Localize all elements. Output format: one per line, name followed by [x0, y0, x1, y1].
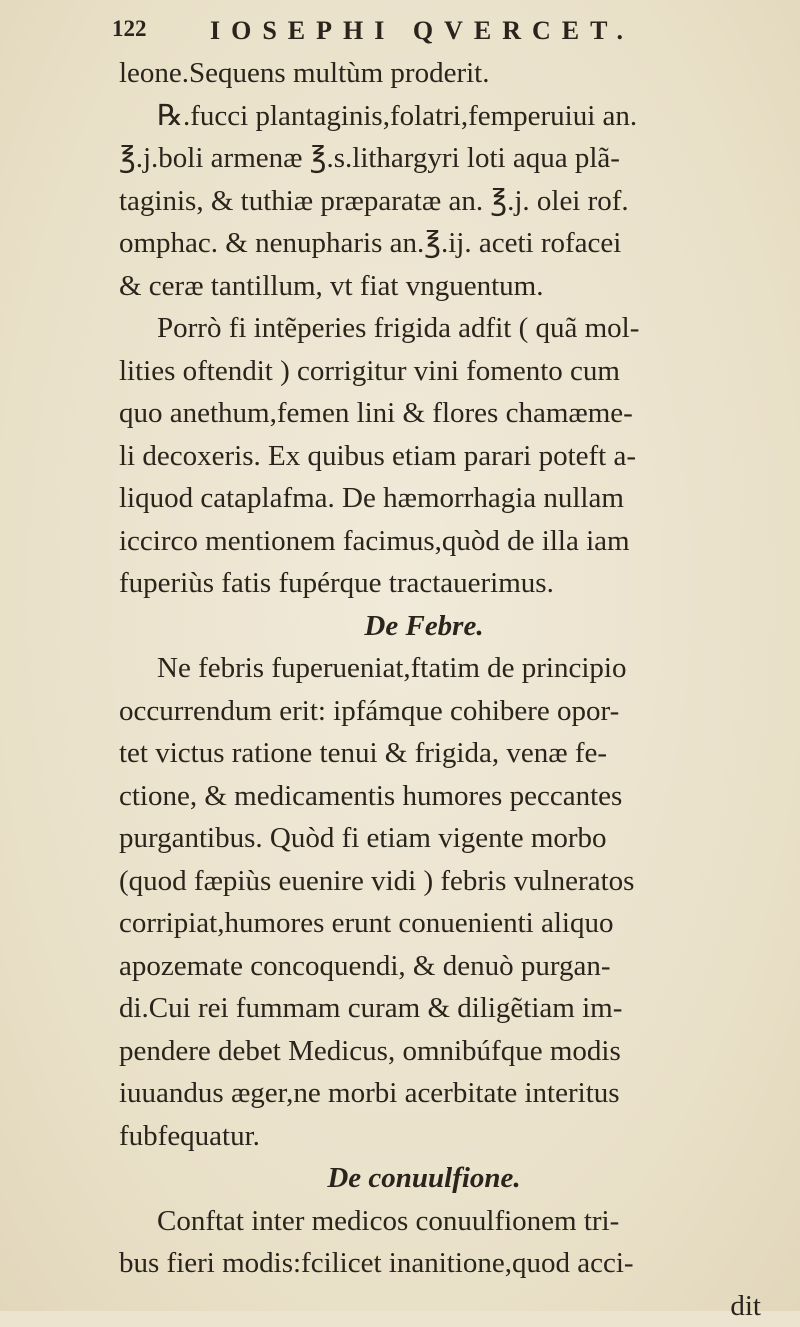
text-line: ctione, & medicamentis humores peccantes	[119, 775, 769, 818]
text-line: lities oftendit ) corrigitur vini fomento cum	[119, 350, 769, 393]
text-line: bus fieri modis:fcilicet inanitione,quod acci-	[119, 1242, 769, 1285]
section-heading-febre: De Febre.	[119, 605, 769, 648]
text-line: & ceræ tantillum, vt fiat vnguentum.	[119, 265, 769, 308]
body-text	[119, 52, 769, 1327]
text-line: fubfequatur.	[119, 1115, 769, 1158]
text-line: Porrò fi intẽperies frigida adfit ( quã mol-	[119, 307, 769, 350]
text-line: di.Cui rei fummam curam & diligẽtiam im-	[119, 987, 769, 1030]
text-line: tet victus ratione tenui & frigida, venæ fe-	[119, 732, 769, 775]
text-line: Ne febris fuperueniat,ftatim de principio	[119, 647, 769, 690]
text-line: taginis, & tuthiæ præparatæ an. ℥.j. olei rof.	[119, 180, 769, 223]
text-line: corripiat,humores erunt conuenienti aliquo	[119, 902, 769, 945]
text-line: iuuandus æger,ne morbi acerbitate interitus	[119, 1072, 769, 1115]
text-line: leone.Sequens multùm proderit.	[119, 52, 769, 95]
text-line: occurrendum erit: ipfámque cohibere opor-	[119, 690, 769, 733]
text-line: ℞.fucci plantaginis,folatri,femperuiui an.	[119, 95, 769, 138]
text-line: iccirco mentionem facimus,quòd de illa iam	[119, 520, 769, 563]
text-line: apozemate concoquendi, & denuò purgan-	[119, 945, 769, 988]
text-line: fuperiùs fatis fupérque tractauerimus.	[119, 562, 769, 605]
text-line: omphac. & nenupharis an.℥.ij. aceti rofacei	[119, 222, 769, 265]
text-line: liquod cataplafma. De hæmorrhagia nullam	[119, 477, 769, 520]
text-line: quo anethum,femen lini & flores chamæme-	[119, 392, 769, 435]
text-line: purgantibus. Quòd fi etiam vigente morbo	[119, 817, 769, 860]
text-line: pendere debet Medicus, omnibúfque modis	[119, 1030, 769, 1073]
catchword: dit	[119, 1285, 769, 1327]
text-line: (quod fæpiùs euenire vidi ) febris vulneratos	[119, 860, 769, 903]
running-header	[112, 16, 800, 56]
section-heading-conuulfione: De conuulfione.	[119, 1157, 769, 1200]
running-title: IOSEPHI QVERCET.	[210, 16, 634, 46]
text-line: li decoxeris. Ex quibus etiam parari poteft a-	[119, 435, 769, 478]
page-number: 122	[112, 16, 147, 42]
text-line: Conftat inter medicos conuulfionem tri-	[119, 1200, 769, 1243]
text-line: ℥.j.boli armenæ ℥.s.lithargyri loti aqua plã-	[119, 137, 769, 180]
